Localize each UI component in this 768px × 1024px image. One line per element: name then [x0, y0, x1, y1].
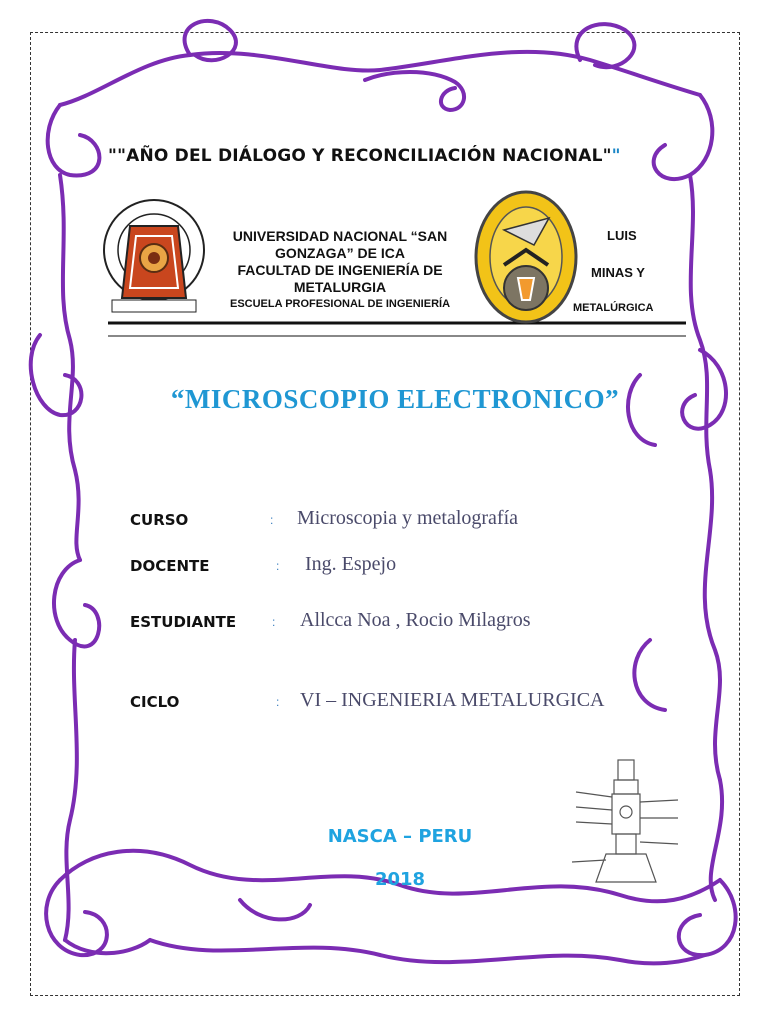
university-line-2: GONZAGA” DE ICA [275, 245, 405, 261]
field-value: Allcca Noa , Rocio Milagros [300, 609, 531, 631]
field-label: CICLO [130, 693, 180, 711]
field-label: CURSO [130, 511, 189, 529]
field-row-docente [130, 553, 690, 583]
field-row-ciclo [130, 689, 690, 719]
year-text: 2018 [374, 869, 426, 890]
field-colon: : [276, 559, 280, 573]
year-motto-main: "AÑO DEL DIÁLOGO Y RECONCILIACIÓN NACIONAL" [117, 146, 612, 166]
microscope-illustration [566, 752, 686, 892]
location-text: NASCA – PERU [327, 826, 473, 847]
field-colon: : [270, 513, 274, 527]
field-colon: : [276, 695, 280, 709]
university-logo [100, 188, 208, 318]
field-row-curso [130, 507, 690, 537]
university-name-block [205, 228, 475, 313]
field-label: ESTUDIANTE [130, 613, 237, 631]
field-value: VI – INGENIERIA METALURGICA [300, 689, 605, 711]
right-word-metalurgica: METALÚRGICA [573, 302, 654, 314]
document-title: “MICROSCOPIO ELECTRONICO” [170, 384, 620, 414]
faculty-line-1: FACULTAD DE INGENIERÍA DE [237, 262, 443, 278]
university-line-1: UNIVERSIDAD NACIONAL “SAN [232, 228, 448, 244]
year-motto-prefix: " [108, 146, 118, 166]
field-row-estudiante [130, 609, 690, 639]
year-motto [108, 146, 668, 166]
year-motto-suffix: " [611, 146, 621, 166]
field-value: Microscopia y metalografía [297, 507, 519, 529]
faculty-line-2: METALURGIA [293, 279, 387, 295]
field-colon: : [272, 615, 276, 629]
field-value: Ing. Espejo [305, 553, 397, 575]
right-word-minas: MINAS Y [591, 265, 645, 280]
school-line: ESCUELA PROFESIONAL DE INGENIERÍA [229, 298, 451, 310]
faculty-logo [474, 190, 578, 325]
field-label: DOCENTE [130, 557, 210, 575]
right-word-luis: LUIS [607, 228, 637, 243]
